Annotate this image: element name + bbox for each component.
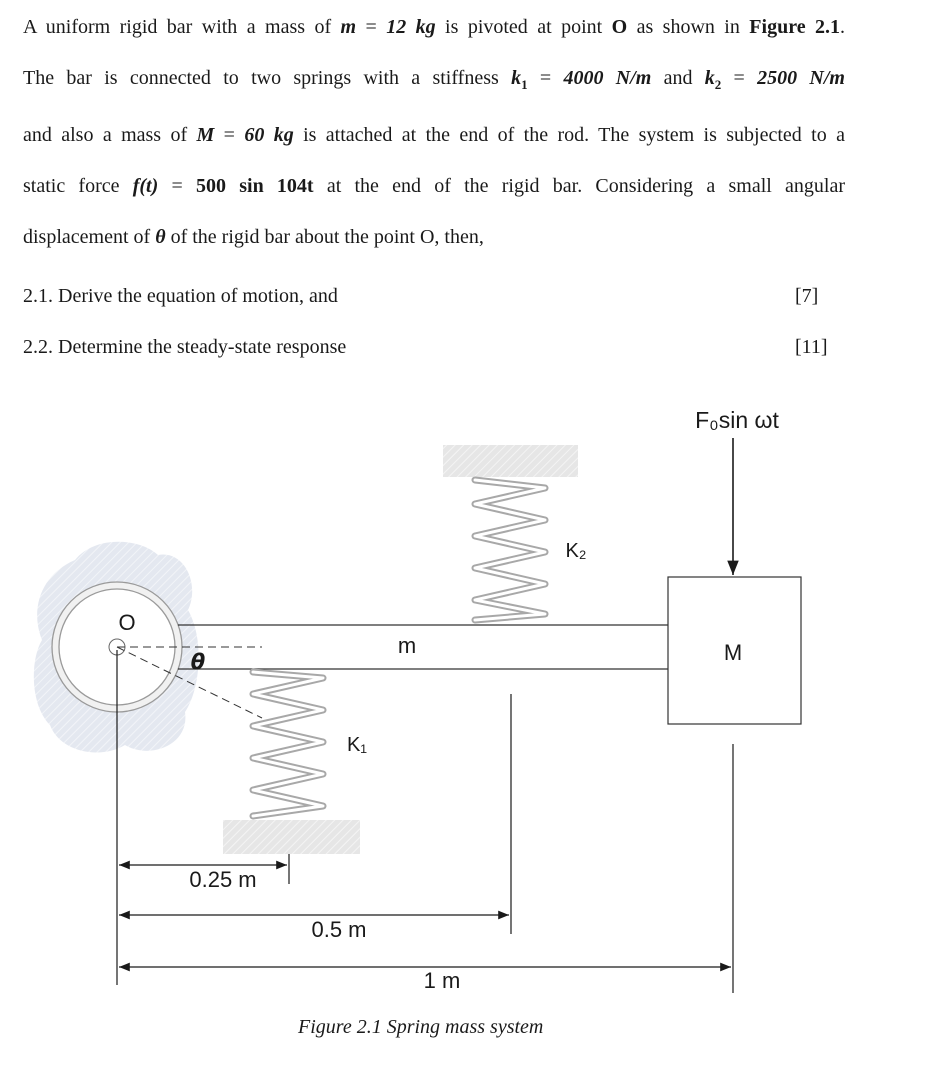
spring-k1-label: K₁ xyxy=(346,734,368,756)
problem-line-3: and also a mass of M = 60 kg is attached at the end of the rod. The system is subjected to a xyxy=(23,124,845,146)
figure-caption: Figure 2.1 Spring mass system xyxy=(298,1016,544,1038)
question-2-1-marks: [7] xyxy=(795,285,819,307)
question-2-2: 2.2. Determine the steady-state response xyxy=(23,336,347,358)
angle-label: θ xyxy=(190,650,206,674)
spring-k2-ceiling xyxy=(443,445,578,477)
problem-line-2: The bar is connected to two springs with a stiffness $k_1 = 4000$ N/m and $k_2 = 2500$ N/m xyxy=(23,67,845,92)
spring-k1-ground xyxy=(223,820,360,854)
problem-line-1: A uniform rigid bar with a mass of m = 12 kg is pivoted at point O as shown in Figure 2.1. xyxy=(23,16,846,38)
bar-mass-label: m xyxy=(397,633,417,658)
problem-line-5: displacement of θ of the rigid bar about the point O, then, xyxy=(23,226,484,248)
dimension-label-05: 0.5 m xyxy=(311,917,367,942)
problem-line-4: static force f(t) = 500 sin 104t at the end of the rigid bar. Considering a small angular xyxy=(23,175,846,197)
question-2-2-marks: [11] xyxy=(795,336,828,358)
spring-k2-label: K₂ xyxy=(565,540,587,562)
dimension-label-1: 1 m xyxy=(423,968,461,993)
question-2-1: 2.1. Derive the equation of motion, and xyxy=(23,285,338,307)
dimension-label-025: 0.25 m xyxy=(189,867,257,892)
pivot-label: O xyxy=(118,610,136,635)
mass-m-label: M xyxy=(723,640,743,665)
spring-k2-highlight xyxy=(475,480,545,620)
force-label: F₀sin ωt xyxy=(695,407,779,433)
